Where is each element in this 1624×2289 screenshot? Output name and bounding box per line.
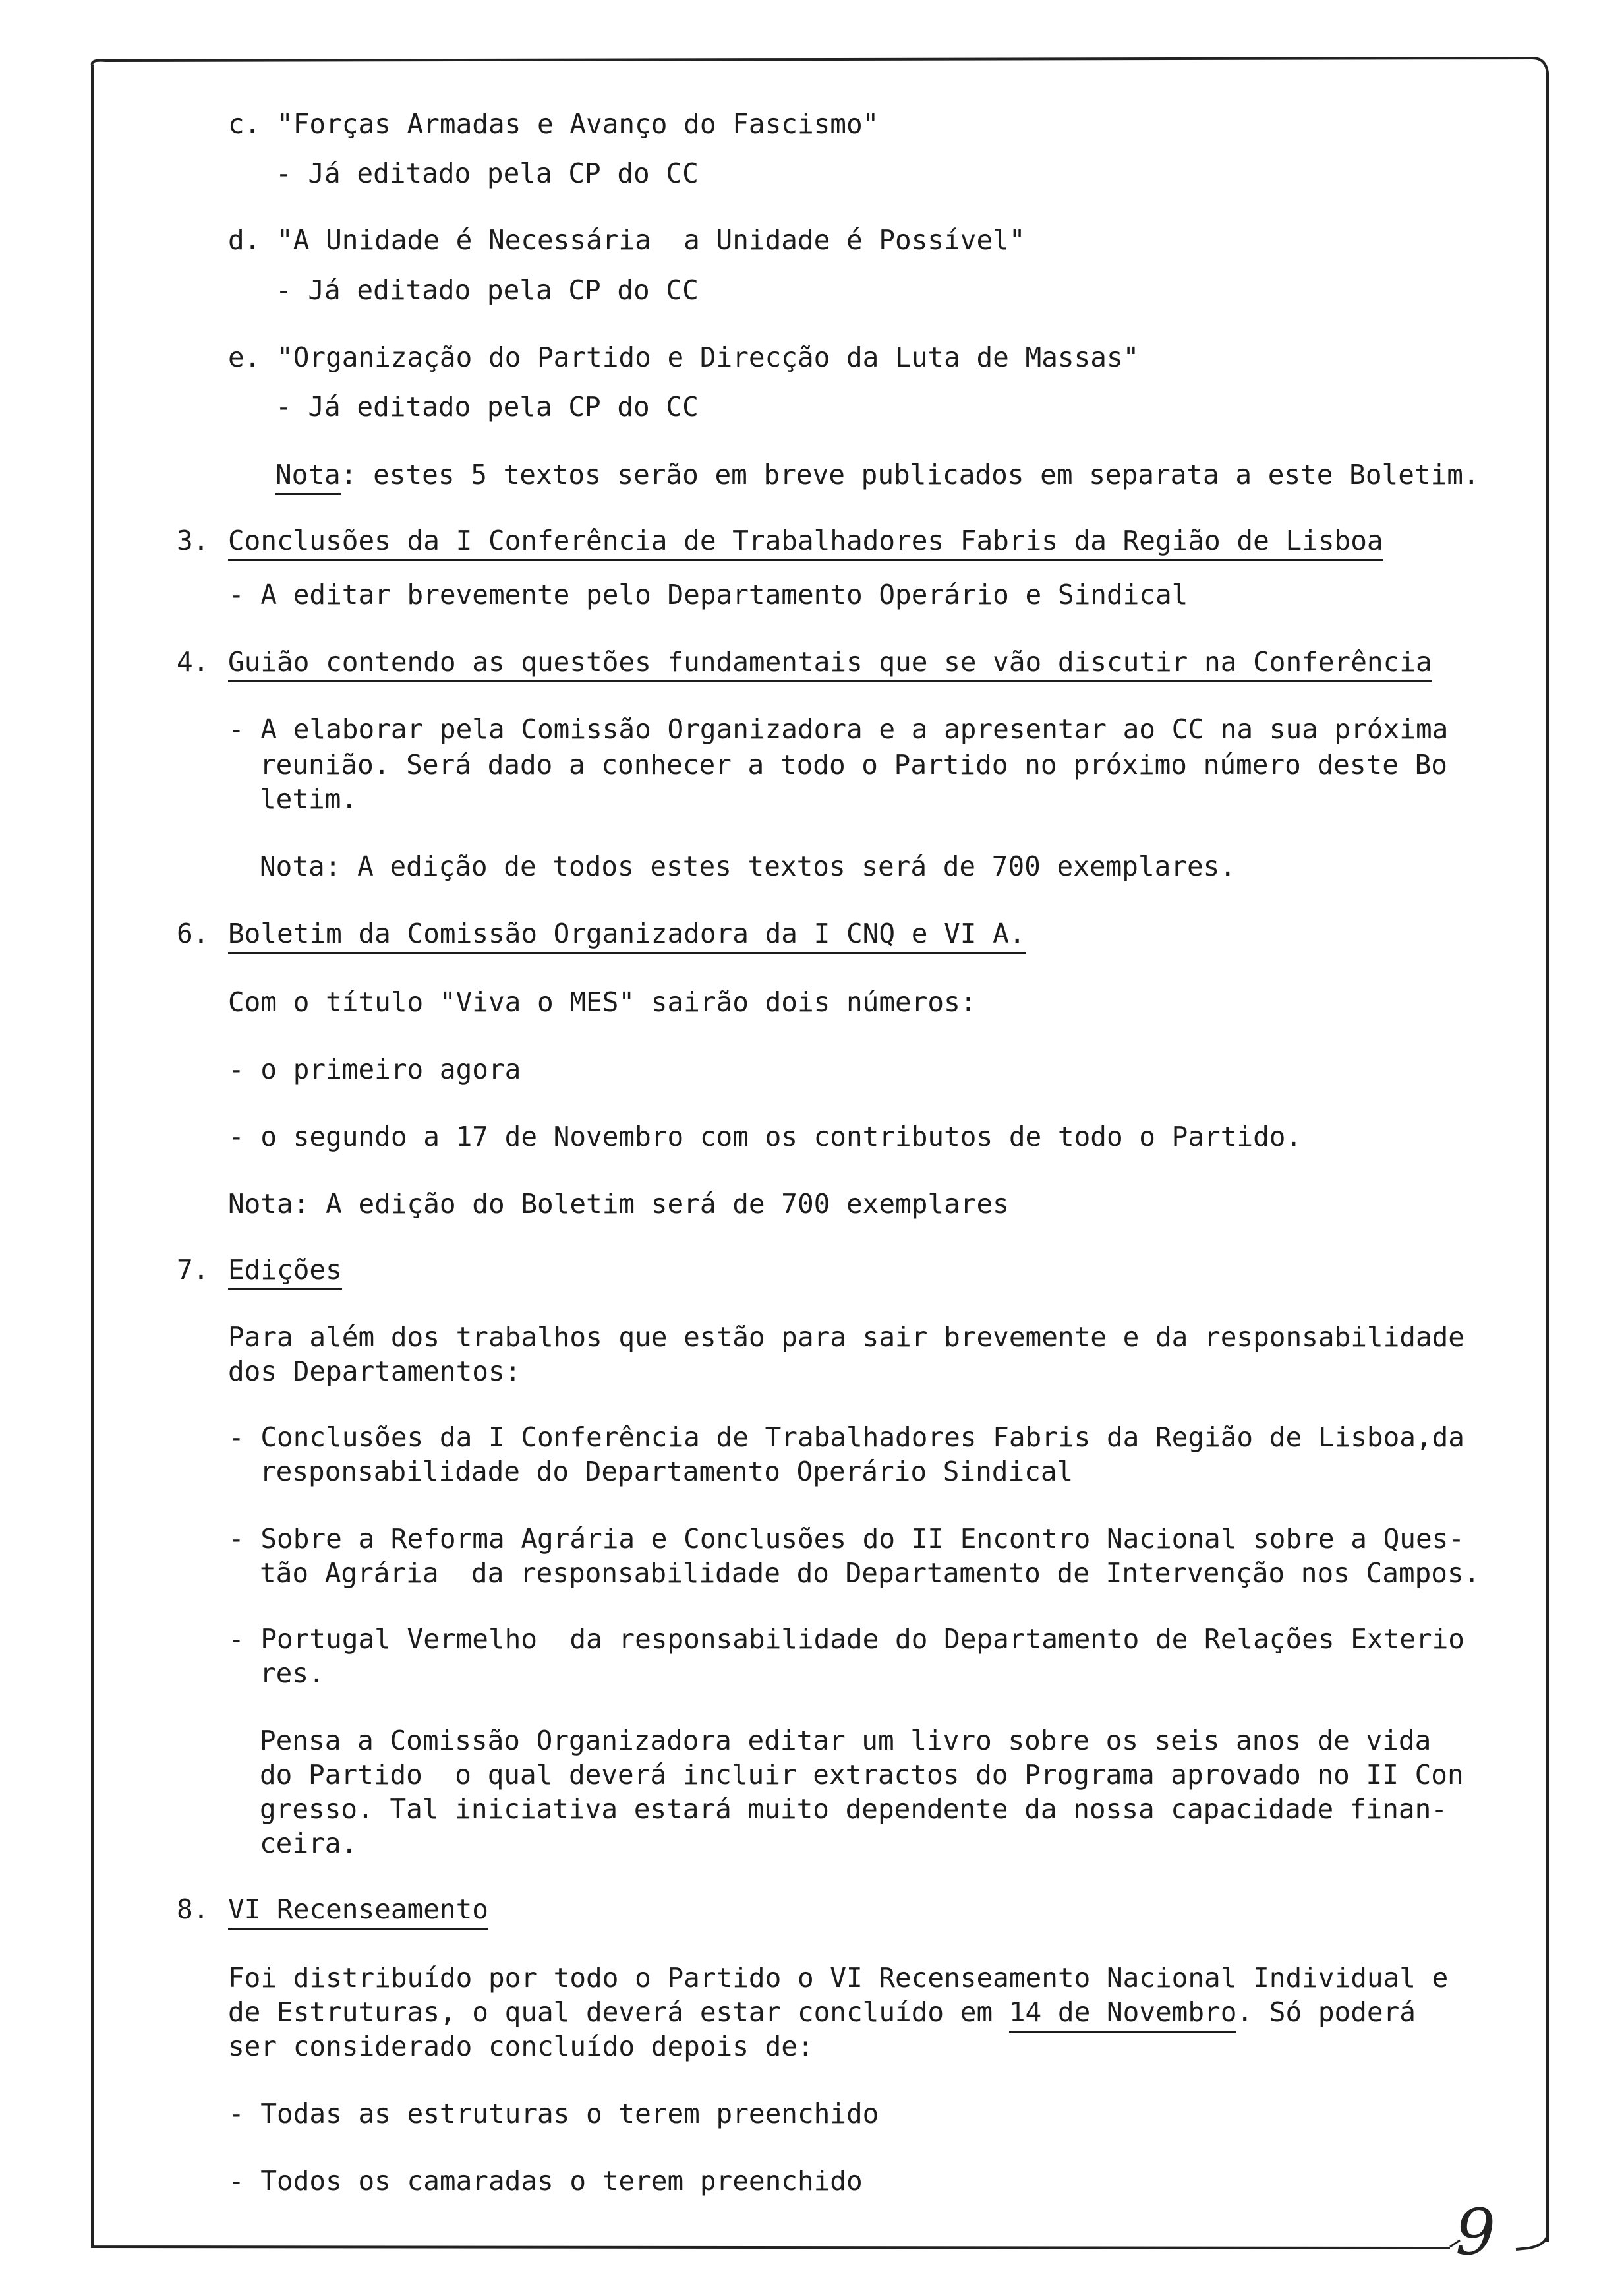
section-4-nota: Nota: A edição de todos estes textos será de 700 exemplares. — [260, 850, 1236, 882]
item-c-title: c. "Forças Armadas e Avanço do Fascismo" — [228, 108, 879, 140]
item-c-status: - Já editado pela CP do CC — [276, 158, 699, 189]
section-6-item: - o segundo a 17 de Novembro com os contributos de todo o Partido. — [228, 1121, 1302, 1152]
section-6-number: 6. — [177, 918, 210, 949]
section-7-paragraph: ceira. — [260, 1828, 358, 1859]
section-7-paragraph: do Partido o qual deverá incluir extractos do Programa aprovado no II Con — [260, 1759, 1464, 1791]
section-8-item: - Todas as estruturas o terem preenchido — [228, 2098, 879, 2129]
section-4-line: - A elaborar pela Comissão Organizadora e a apresentar ao CC na sua próxima — [228, 713, 1449, 745]
section-8-line: Foi distribuído por todo o Partido o VI Recenseamento Nacional Individual e — [228, 1962, 1449, 1994]
section-3-item: - A editar brevemente pelo Departamento Operário e Sindical — [228, 579, 1188, 610]
section-4-line: reunião. Será dado a conhecer a todo o Partido no próximo número deste Bo — [260, 749, 1447, 781]
section-7-paragraph: Pensa a Comissão Organizadora editar um livro sobre os seis anos de vida — [260, 1725, 1432, 1756]
section-3-number: 3. — [177, 525, 210, 556]
section-7-item-3: - Portugal Vermelho da responsabilidade do Departamento de Relações Exterio — [228, 1623, 1464, 1655]
section-4-number: 4. — [177, 646, 210, 678]
section-7-number: 7. — [177, 1254, 210, 1286]
section-8-line: ser considerado concluído depois de: — [228, 2031, 814, 2062]
section-7-item-2: tão Agrária da responsabilidade do Departamento de Intervenção nos Campos. — [260, 1557, 1480, 1589]
deadline-date: 14 de Novembro — [1009, 1996, 1237, 2033]
section-7-item-1: responsabilidade do Departamento Operário Sindical — [260, 1456, 1074, 1487]
section-6-intro: Com o título "Viva o MES" sairão dois números: — [228, 986, 977, 1018]
section-7-intro: dos Departamentos: — [228, 1355, 521, 1387]
nota-label: Nota — [276, 459, 341, 495]
section-8-title: VI Recenseamento — [228, 1896, 488, 1923]
section-7-title: Edições — [228, 1257, 342, 1284]
item-d-status: - Já editado pela CP do CC — [276, 274, 699, 306]
section-8-item: - Todos os camaradas o terem preenchido — [228, 2165, 863, 2197]
section-6-title: Boletim da Comissão Organizadora da I CNQ e VI A. — [228, 920, 1026, 947]
section-3-title: Conclusões da I Conferência de Trabalhadores Fabris da Região de Lisboa — [228, 527, 1383, 554]
item-e-status: - Já editado pela CP do CC — [276, 391, 699, 423]
section-7-item-3: res. — [260, 1657, 325, 1689]
item-d-title: d. "A Unidade é Necessária a Unidade é Possível" — [228, 224, 1026, 256]
section-4-title: Guião contendo as questões fundamentais que se vão discutir na Conferência — [228, 649, 1432, 676]
section-6-nota: Nota: A edição do Boletim será de 700 exemplares — [228, 1188, 1009, 1220]
nota-text: : estes 5 textos serão em breve publicados em separata a este Boletim. — [340, 459, 1480, 490]
section-7-item-2: - Sobre a Reforma Agrária e Conclusões do II Encontro Nacional sobre a Ques- — [228, 1523, 1464, 1555]
section-6-item: - o primeiro agora — [228, 1054, 521, 1085]
section-7-item-1: - Conclusões da I Conferência de Trabalhadores Fabris da Região de Lisboa,da — [228, 1421, 1464, 1453]
section-7-intro: Para além dos trabalhos que estão para sair brevemente e da responsabilidade — [228, 1321, 1464, 1353]
item-e-title: e. "Organização do Partido e Direcção da Luta de Massas" — [228, 342, 1140, 373]
section-8-line: de Estruturas, o qual deverá estar concluído em 14 de Novembro. Só poderá — [228, 1999, 1416, 2026]
section-8-number: 8. — [177, 1893, 210, 1925]
section-7-paragraph: gresso. Tal iniciativa estará muito dependente da nossa capacidade finan- — [260, 1793, 1447, 1825]
section-4-line: letim. — [260, 783, 358, 815]
page-number: 9 — [1455, 2195, 1496, 2269]
nota-textos — [276, 461, 1480, 489]
